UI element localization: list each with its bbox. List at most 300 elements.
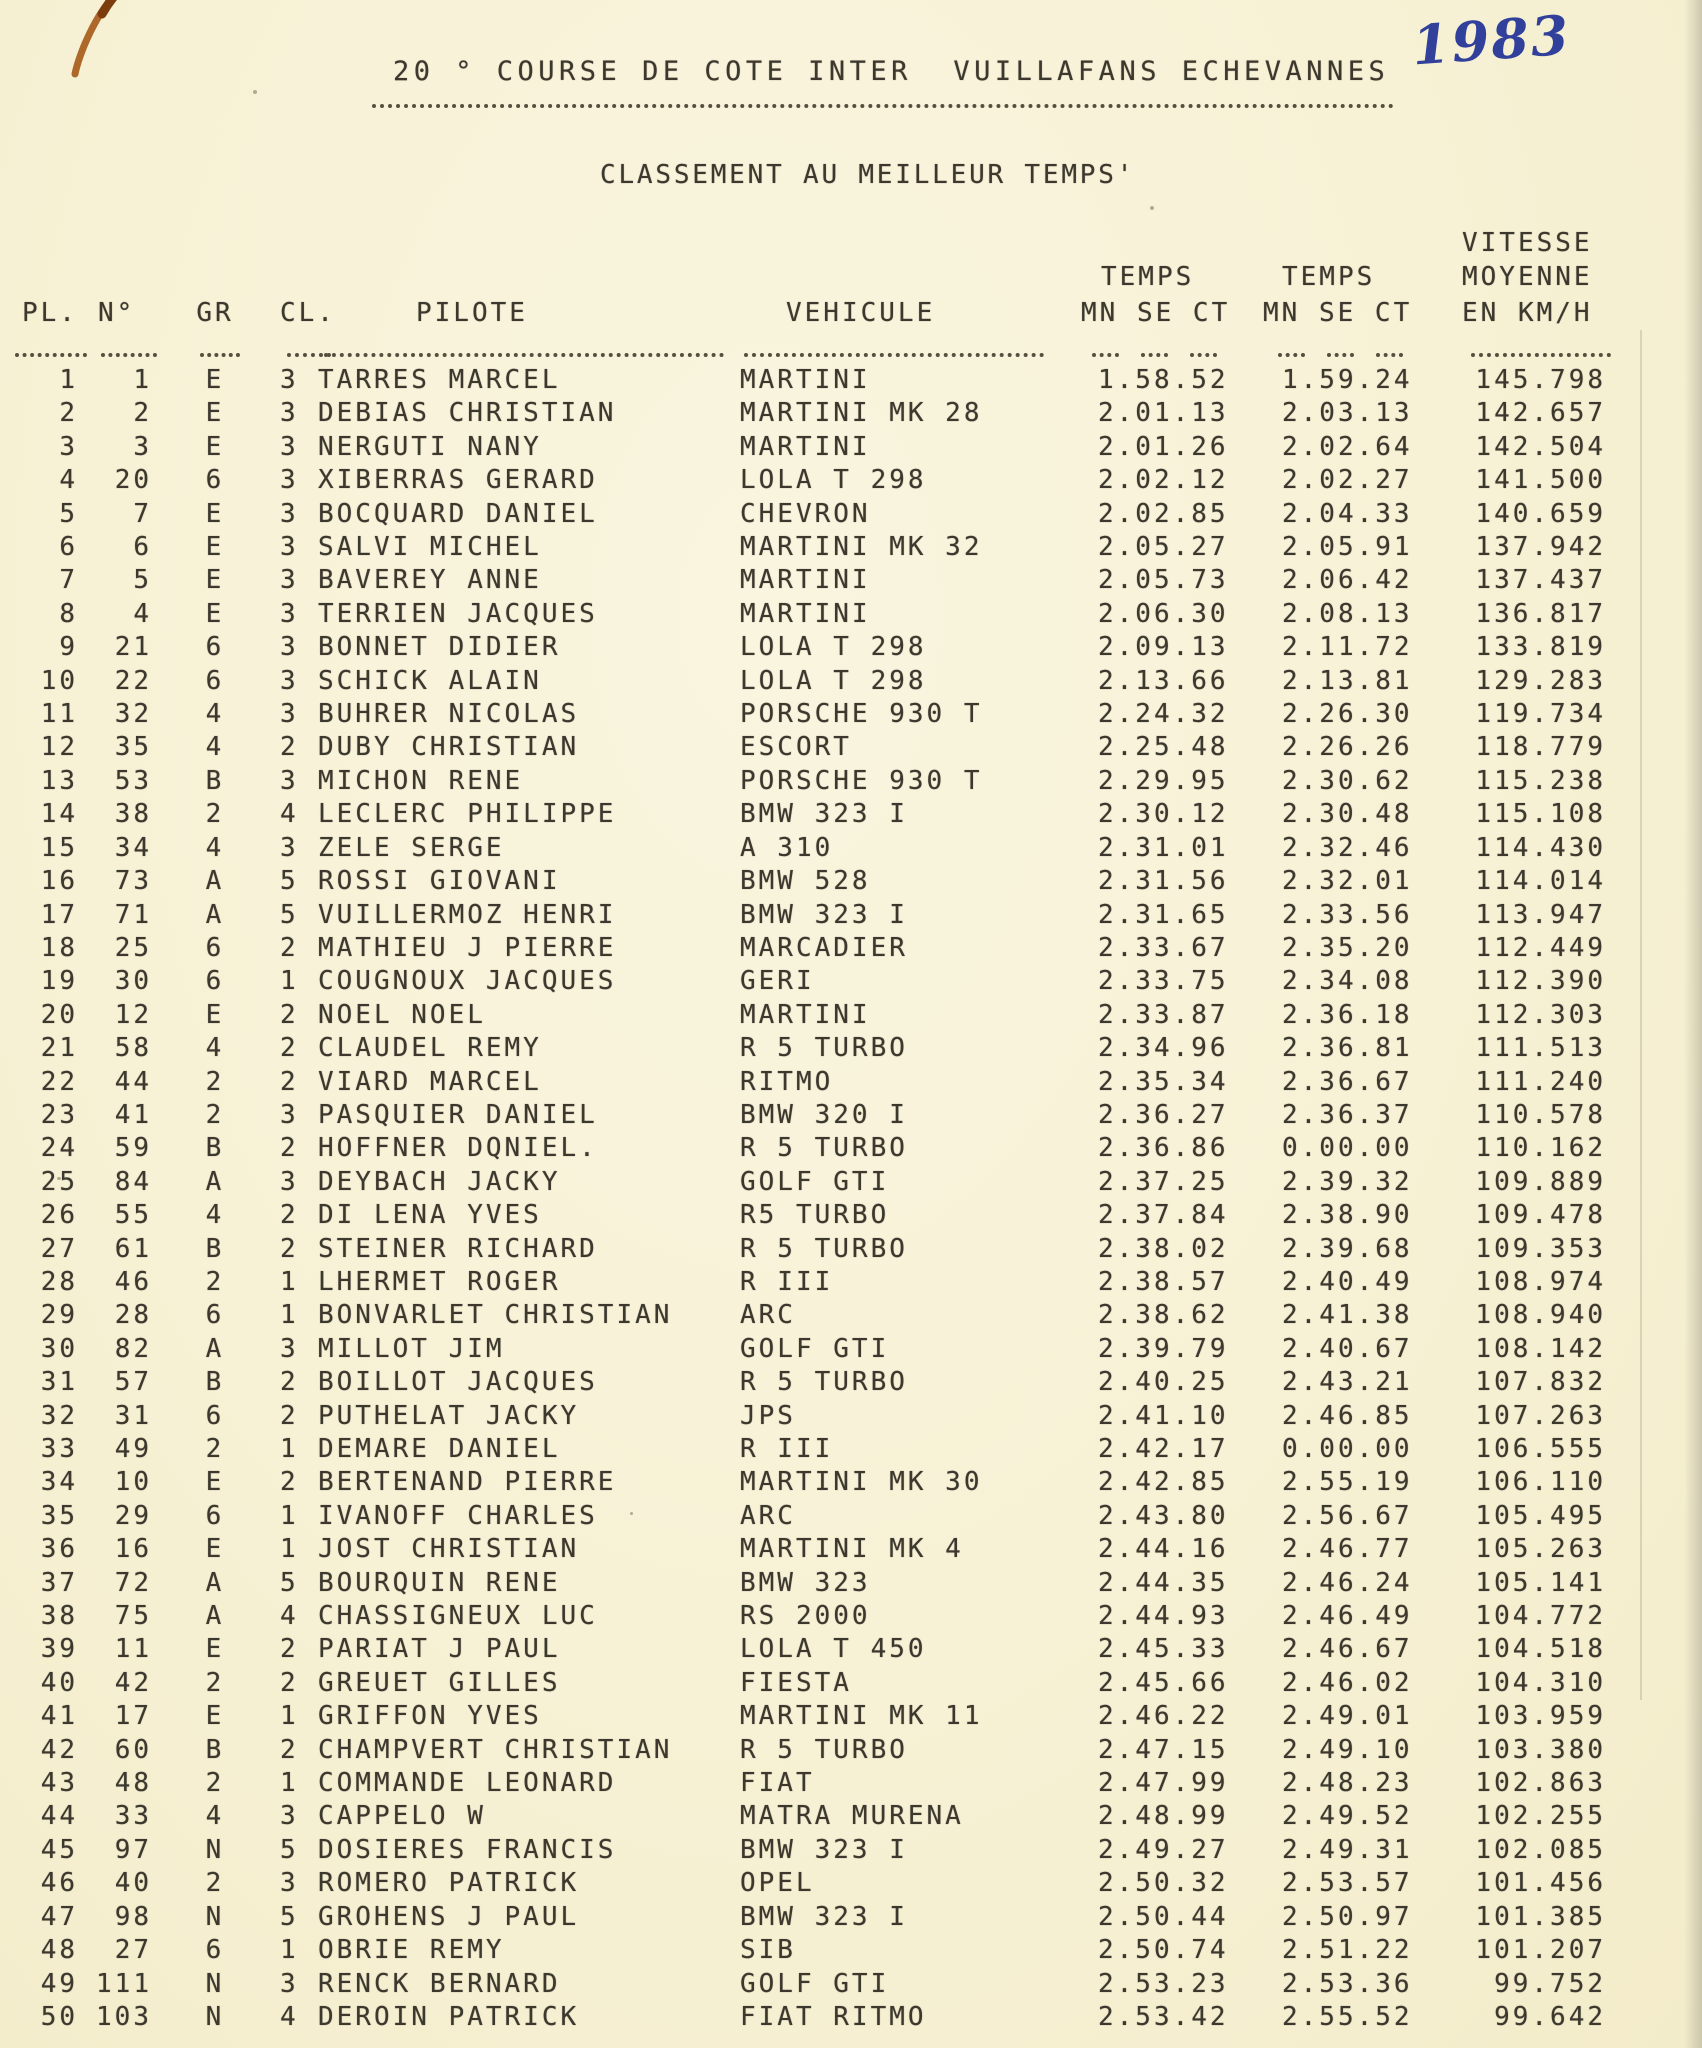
- table-row: [14, 1567, 1620, 1600]
- cell-no: 22: [114, 665, 152, 696]
- cell-no: 97: [114, 1834, 152, 1865]
- cell-pl: 21: [40, 1033, 78, 1064]
- cell-no: 4: [133, 598, 152, 629]
- cell-vitesse: 111.240: [1475, 1066, 1606, 1097]
- cell-no: 31: [114, 1400, 152, 1431]
- cell-pilote: MILLOT JIM: [318, 1333, 505, 1364]
- cell-gr: 6: [205, 1500, 225, 1531]
- cell-pilote: COMMANDE LEONARD: [318, 1768, 617, 1799]
- cell-pilote: CHAMPVERT CHRISTIAN: [318, 1734, 673, 1765]
- cell-pilote: NOEL NOEL: [318, 999, 486, 1030]
- cell-pilote: OBRIE REMY: [318, 1935, 505, 1966]
- cell-cl: 5: [280, 1834, 299, 1865]
- cell-no: 21: [114, 632, 152, 663]
- cell-pilote: BONNET DIDIER: [318, 632, 561, 663]
- paper-speck: [253, 90, 257, 94]
- cell-pl: 9: [59, 632, 78, 663]
- cell-vehicule: RS 2000: [740, 1601, 871, 1632]
- cell-vitesse: 104.772: [1475, 1601, 1606, 1632]
- cell-cl: 1: [280, 1266, 299, 1297]
- table-row: [14, 1867, 1620, 1900]
- cell-temps1: 2.33.75: [1098, 966, 1229, 997]
- cell-no: 44: [114, 1066, 152, 1097]
- cell-no: 12: [114, 999, 152, 1030]
- table-row: [14, 464, 1620, 497]
- cell-pilote: ROSSI GIOVANI: [318, 866, 561, 897]
- cell-cl: 2: [280, 932, 299, 963]
- cell-vehicule: CHEVRON: [740, 498, 871, 529]
- cell-temps1: 2.45.66: [1098, 1667, 1229, 1698]
- cell-cl: 3: [280, 465, 299, 496]
- cell-temps1: 2.05.73: [1098, 565, 1229, 596]
- table-row: [14, 1600, 1620, 1633]
- cell-vehicule: BMW 323 I: [740, 1834, 908, 1865]
- cell-gr: 2: [205, 1434, 225, 1464]
- header-pl: PL.: [22, 298, 78, 328]
- table-row: [14, 932, 1620, 965]
- cell-cl: 2: [280, 1400, 299, 1431]
- cell-vehicule: MATRA MURENA: [740, 1801, 964, 1832]
- cell-pl: 35: [40, 1500, 78, 1531]
- cell-no: 73: [114, 866, 152, 897]
- cell-temps1: 2.24.32: [1098, 699, 1229, 730]
- cell-pilote: BOCQUARD DANIEL: [318, 498, 598, 529]
- header-vitesse-line2: MOYENNE: [1462, 262, 1593, 292]
- header-vehicule: VEHICULE: [786, 298, 936, 328]
- cell-temps1: 2.33.67: [1098, 932, 1229, 963]
- cell-vitesse: 105.141: [1475, 1567, 1606, 1598]
- cell-pilote: DUBY CHRISTIAN: [318, 732, 580, 763]
- cell-temps1: 2.33.87: [1098, 999, 1229, 1030]
- table-row: [14, 1333, 1620, 1366]
- cell-vitesse: 99.752: [1494, 1968, 1606, 1999]
- cell-pilote: MATHIEU J PIERRE: [318, 932, 617, 963]
- cell-pilote: SCHICK ALAIN: [318, 665, 542, 696]
- page-title: 20 ° COURSE DE COTE INTER VUILLAFANS ECHEVANNES: [393, 56, 1390, 87]
- table-row: [14, 731, 1620, 764]
- cell-vitesse: 141.500: [1475, 465, 1606, 496]
- cell-gr: E: [205, 565, 225, 596]
- cell-pl: 49: [40, 1968, 78, 1999]
- cell-cl: 3: [280, 1801, 299, 1832]
- cell-no: 28: [114, 1300, 152, 1331]
- cell-pl: 39: [40, 1634, 78, 1665]
- cell-temps2: 2.04.33: [1282, 498, 1413, 529]
- cell-vitesse: 105.263: [1475, 1534, 1606, 1565]
- cell-no: 17: [114, 1701, 152, 1732]
- table-row: [14, 1166, 1620, 1199]
- cell-cl: 1: [280, 1935, 299, 1966]
- table-header: [14, 224, 1620, 364]
- cell-cl: 3: [280, 1968, 299, 1999]
- cell-temps1: 2.49.27: [1098, 1834, 1229, 1865]
- cell-temps1: 2.38.02: [1098, 1233, 1229, 1264]
- table-row: [14, 1700, 1620, 1733]
- cell-no: 6: [133, 532, 152, 563]
- cell-cl: 2: [280, 1467, 299, 1498]
- cell-pilote: MICHON RENE: [318, 765, 524, 796]
- table-row: [14, 1767, 1620, 1800]
- cell-vehicule: OPEL: [740, 1868, 815, 1899]
- cell-temps1: 2.29.95: [1098, 765, 1229, 796]
- cell-cl: 3: [280, 1333, 299, 1364]
- cell-temps1: 2.05.27: [1098, 532, 1229, 563]
- cell-temps2: 2.49.01: [1282, 1701, 1413, 1732]
- cell-gr: B: [205, 1367, 225, 1398]
- cell-temps2: 2.56.67: [1282, 1500, 1413, 1531]
- cell-no: 98: [114, 1901, 152, 1932]
- cell-no: 1: [133, 365, 152, 395]
- cell-vitesse: 102.255: [1475, 1801, 1606, 1832]
- cell-temps1: 2.25.48: [1098, 732, 1229, 763]
- cell-cl: 3: [280, 665, 299, 696]
- table-row: [14, 1834, 1620, 1867]
- cell-temps1: 2.38.62: [1098, 1300, 1229, 1331]
- cell-pilote: STEINER RICHARD: [318, 1233, 598, 1264]
- cell-gr: E: [205, 1467, 225, 1498]
- table-row: [14, 431, 1620, 464]
- cell-vehicule: BMW 320 I: [740, 1099, 908, 1130]
- cell-vitesse: 142.657: [1475, 398, 1606, 429]
- cell-vitesse: 112.449: [1475, 932, 1606, 963]
- cell-cl: 5: [280, 899, 299, 930]
- cell-no: 2: [133, 398, 152, 429]
- cell-gr: E: [205, 1534, 225, 1565]
- cell-pl: 2: [59, 398, 78, 429]
- cell-vehicule: MARTINI MK 32: [740, 532, 983, 563]
- cell-cl: 2: [280, 1233, 299, 1264]
- cell-vitesse: 114.014: [1475, 866, 1606, 897]
- cell-vitesse: 102.085: [1475, 1834, 1606, 1865]
- header-temps2-sub: MN SE CT: [1263, 298, 1413, 328]
- cell-cl: 3: [280, 431, 299, 462]
- cell-pilote: DOSIERES FRANCIS: [318, 1834, 617, 1865]
- cell-pilote: HOFFNER DQNIEL.: [318, 1133, 598, 1164]
- cell-vehicule: R 5 TURBO: [740, 1233, 908, 1264]
- cell-temps1: 2.44.93: [1098, 1601, 1229, 1632]
- cell-vitesse: 103.959: [1475, 1701, 1606, 1732]
- cell-gr: A: [205, 1601, 225, 1632]
- cell-vehicule: R 5 TURBO: [740, 1033, 908, 1064]
- cell-pl: 4: [59, 465, 78, 496]
- cell-vitesse: 112.303: [1475, 999, 1606, 1030]
- cell-gr: A: [205, 1166, 225, 1197]
- cell-vehicule: GERI: [740, 966, 815, 997]
- cell-temps1: 2.30.12: [1098, 799, 1229, 830]
- cell-vitesse: 105.495: [1475, 1500, 1606, 1531]
- cell-gr: E: [205, 365, 225, 395]
- cell-temps1: 2.02.12: [1098, 465, 1229, 496]
- cell-vitesse: 99.642: [1494, 2001, 1606, 2032]
- cell-no: 53: [114, 765, 152, 796]
- cell-gr: 2: [205, 1868, 225, 1899]
- cell-temps2: 2.32.46: [1282, 832, 1413, 863]
- header-temps2: TEMPS: [1282, 262, 1376, 292]
- cell-temps2: 2.50.97: [1282, 1901, 1413, 1932]
- cell-vitesse: 114.430: [1475, 832, 1606, 863]
- cell-gr: N: [205, 1901, 225, 1932]
- cell-gr: E: [205, 1701, 225, 1732]
- cell-temps2: 2.53.36: [1282, 1968, 1413, 1999]
- cell-gr: N: [205, 1834, 225, 1865]
- table-row: [14, 631, 1620, 664]
- cell-pl: 15: [40, 832, 78, 863]
- table-row: [14, 364, 1620, 397]
- header-underline-row: [14, 328, 1620, 364]
- cell-no: 10: [114, 1467, 152, 1498]
- cell-pilote: XIBERRAS GERARD: [318, 465, 598, 496]
- cell-vehicule: MARTINI: [740, 999, 871, 1030]
- cell-pl: 29: [40, 1300, 78, 1331]
- cell-no: 16: [114, 1534, 152, 1565]
- cell-temps2: 2.46.67: [1282, 1634, 1413, 1665]
- cell-cl: 3: [280, 398, 299, 429]
- cell-no: 71: [114, 899, 152, 930]
- cell-vitesse: 101.385: [1475, 1901, 1606, 1932]
- cell-vehicule: R 5 TURBO: [740, 1133, 908, 1164]
- cell-vitesse: 103.380: [1475, 1734, 1606, 1765]
- cell-pl: 38: [40, 1601, 78, 1632]
- cell-gr: N: [205, 2001, 225, 2032]
- cell-pl: 46: [40, 1868, 78, 1899]
- table-row: [14, 1734, 1620, 1767]
- cell-pl: 27: [40, 1233, 78, 1264]
- cell-pilote: DEMARE DANIEL: [318, 1434, 561, 1464]
- cell-temps1: 2.50.32: [1098, 1868, 1229, 1899]
- table-row: [14, 1433, 1620, 1466]
- cell-vitesse: 137.942: [1475, 532, 1606, 563]
- cell-vehicule: BMW 323 I: [740, 1901, 908, 1932]
- table-row: [14, 1299, 1620, 1332]
- cell-no: 5: [133, 565, 152, 596]
- table-row: [14, 397, 1620, 430]
- cell-temps1: 2.34.96: [1098, 1033, 1229, 1064]
- cell-no: 72: [114, 1567, 152, 1598]
- cell-vehicule: RITMO: [740, 1066, 834, 1097]
- cell-gr: 6: [205, 932, 225, 963]
- cell-vitesse: 107.832: [1475, 1367, 1606, 1398]
- cell-vitesse: 109.889: [1475, 1166, 1606, 1197]
- cell-temps2: 2.46.77: [1282, 1534, 1413, 1565]
- cell-vehicule: JPS: [740, 1400, 796, 1431]
- cell-temps1: 2.47.99: [1098, 1768, 1229, 1799]
- cell-pilote: GREUET GILLES: [318, 1667, 561, 1698]
- cell-temps1: 2.44.16: [1098, 1534, 1229, 1565]
- table-row: [14, 865, 1620, 898]
- cell-vehicule: LOLA T 298: [740, 665, 927, 696]
- cell-no: 29: [114, 1500, 152, 1531]
- title-underline: [372, 104, 1394, 108]
- cell-temps2: 2.32.01: [1282, 866, 1413, 897]
- cell-temps2: 2.36.81: [1282, 1033, 1413, 1064]
- cell-vitesse: 115.108: [1475, 799, 1606, 830]
- cell-pl: 28: [40, 1266, 78, 1297]
- header-temps1-sub: MN SE CT: [1081, 298, 1231, 328]
- cell-temps2: 2.55.52: [1282, 2001, 1413, 2032]
- cell-vehicule: GOLF GTI: [740, 1166, 890, 1197]
- cell-temps2: 2.08.13: [1282, 598, 1413, 629]
- table-row: [14, 1667, 1620, 1700]
- cell-vehicule: A 310: [740, 832, 834, 863]
- cell-temps1: 2.37.25: [1098, 1166, 1229, 1197]
- cell-no: 3: [133, 431, 152, 462]
- cell-no: 7: [133, 498, 152, 529]
- cell-temps2: 2.53.57: [1282, 1868, 1413, 1899]
- cell-temps1: 2.37.84: [1098, 1200, 1229, 1231]
- cell-temps1: 2.09.13: [1098, 632, 1229, 663]
- paper-crease: [1640, 330, 1642, 1700]
- cell-gr: 2: [205, 1099, 225, 1130]
- cell-vehicule: FIESTA: [740, 1667, 852, 1698]
- cell-temps1: 2.41.10: [1098, 1400, 1229, 1431]
- cell-temps1: 2.06.30: [1098, 598, 1229, 629]
- cell-cl: 2: [280, 999, 299, 1030]
- cell-gr: B: [205, 765, 225, 796]
- table-row: [14, 2001, 1620, 2034]
- cell-temps1: 2.50.74: [1098, 1935, 1229, 1966]
- cell-temps2: 2.55.19: [1282, 1467, 1413, 1498]
- cell-no: 38: [114, 799, 152, 830]
- cell-temps1: 2.31.01: [1098, 832, 1229, 863]
- cell-vitesse: 108.142: [1475, 1333, 1606, 1364]
- cell-no: 111: [96, 1968, 152, 1999]
- cell-cl: 3: [280, 765, 299, 796]
- cell-no: 11: [114, 1634, 152, 1665]
- cell-vehicule: SIB: [740, 1935, 796, 1966]
- cell-pilote: CAPPELO W: [318, 1801, 486, 1832]
- cell-pilote: BERTENAND PIERRE: [318, 1467, 617, 1498]
- cell-pilote: JOST CHRISTIAN: [318, 1534, 580, 1565]
- cell-temps1: 2.46.22: [1098, 1701, 1229, 1732]
- cell-vitesse: 136.817: [1475, 598, 1606, 629]
- cell-temps2: 2.30.48: [1282, 799, 1413, 830]
- cell-temps2: 2.26.30: [1282, 699, 1413, 730]
- cell-temps1: 1.58.52: [1098, 365, 1229, 395]
- cell-temps1: 2.31.56: [1098, 866, 1229, 897]
- cell-pilote: VUILLERMOZ HENRI: [318, 899, 617, 930]
- cell-gr: 4: [205, 1801, 225, 1832]
- cell-temps2: 2.26.26: [1282, 732, 1413, 763]
- cell-temps2: 2.46.49: [1282, 1601, 1413, 1632]
- cell-cl: 2: [280, 732, 299, 763]
- cell-cl: 5: [280, 866, 299, 897]
- cell-cl: 3: [280, 1099, 299, 1130]
- cell-gr: E: [205, 498, 225, 529]
- table-row: [14, 531, 1620, 564]
- cell-cl: 3: [280, 1868, 299, 1899]
- cell-gr: E: [205, 398, 225, 429]
- cell-gr: 6: [205, 1935, 225, 1966]
- cell-cl: 3: [280, 699, 299, 730]
- cell-pl: 50: [40, 2001, 78, 2032]
- cell-temps1: 2.50.44: [1098, 1901, 1229, 1932]
- table-row: [14, 1266, 1620, 1299]
- cell-cl: 2: [280, 1667, 299, 1698]
- cell-temps2: 2.39.68: [1282, 1233, 1413, 1264]
- cell-temps1: 2.01.13: [1098, 398, 1229, 429]
- cell-cl: 1: [280, 1534, 299, 1565]
- cell-pilote: NERGUTI NANY: [318, 431, 542, 462]
- cell-vitesse: 110.162: [1475, 1133, 1606, 1164]
- results-table: [14, 224, 1620, 2034]
- cell-no: 58: [114, 1033, 152, 1064]
- cell-temps2: 2.06.42: [1282, 565, 1413, 596]
- cell-no: 46: [114, 1266, 152, 1297]
- cell-vitesse: 137.437: [1475, 565, 1606, 596]
- cell-vitesse: 108.974: [1475, 1266, 1606, 1297]
- cell-pilote: BAVEREY ANNE: [318, 565, 542, 596]
- cell-pl: 3: [59, 431, 78, 462]
- cell-temps1: 2.31.65: [1098, 899, 1229, 930]
- cell-pilote: DEYBACH JACKY: [318, 1166, 561, 1197]
- cell-gr: B: [205, 1233, 225, 1264]
- cell-pilote: ROMERO PATRICK: [318, 1868, 580, 1899]
- cell-temps2: 2.13.81: [1282, 665, 1413, 696]
- cell-pl: 18: [40, 932, 78, 963]
- cell-temps1: 2.36.27: [1098, 1099, 1229, 1130]
- cell-pilote: CHASSIGNEUX LUC: [318, 1601, 598, 1632]
- cell-vitesse: 101.207: [1475, 1935, 1606, 1966]
- table-row: [14, 1968, 1620, 2001]
- cell-gr: 2: [205, 1667, 225, 1698]
- cell-pl: 13: [40, 765, 78, 796]
- cell-pilote: GRIFFON YVES: [318, 1701, 542, 1732]
- cell-cl: 4: [280, 799, 299, 830]
- table-row: [14, 498, 1620, 531]
- cell-temps1: 2.38.57: [1098, 1266, 1229, 1297]
- cell-vehicule: GOLF GTI: [740, 1333, 890, 1364]
- cell-vehicule: MARTINI: [740, 431, 871, 462]
- cell-pl: 32: [40, 1400, 78, 1431]
- cell-cl: 3: [280, 532, 299, 563]
- cell-pl: 1: [59, 365, 78, 395]
- cell-vehicule: BMW 323 I: [740, 899, 908, 930]
- cell-no: 82: [114, 1333, 152, 1364]
- table-row: [14, 965, 1620, 998]
- cell-pl: 37: [40, 1567, 78, 1598]
- cell-pl: 48: [40, 1935, 78, 1966]
- cell-pilote: PARIAT J PAUL: [318, 1634, 561, 1665]
- cell-pl: 47: [40, 1901, 78, 1932]
- cell-pl: 17: [40, 899, 78, 930]
- cell-pl: 44: [40, 1801, 78, 1832]
- table-row: [14, 899, 1620, 932]
- cell-cl: 3: [280, 498, 299, 529]
- cell-vitesse: 104.518: [1475, 1634, 1606, 1665]
- cell-pilote: VIARD MARCEL: [318, 1066, 542, 1097]
- cell-no: 35: [114, 732, 152, 763]
- cell-vehicule: BMW 323 I: [740, 799, 908, 830]
- results-body: [14, 364, 1620, 2034]
- cell-pilote: DEROIN PATRICK: [318, 2001, 580, 2032]
- cell-vitesse: 140.659: [1475, 498, 1606, 529]
- handwritten-year: 1983: [1409, 2, 1573, 78]
- header-vitesse-line3: EN KM/H: [1462, 298, 1593, 328]
- table-row: [14, 1533, 1620, 1566]
- table-row: [14, 1400, 1620, 1433]
- cell-gr: 4: [205, 832, 225, 863]
- cell-vitesse: 115.238: [1475, 765, 1606, 796]
- cell-cl: 1: [280, 1500, 299, 1531]
- cell-gr: 6: [205, 1300, 225, 1331]
- cell-pl: 36: [40, 1534, 78, 1565]
- cell-gr: N: [205, 1968, 225, 1999]
- cell-gr: E: [205, 532, 225, 563]
- cell-pl: 33: [40, 1434, 78, 1464]
- cell-temps2: 2.40.49: [1282, 1266, 1413, 1297]
- cell-pl: 6: [59, 532, 78, 563]
- cell-temps2: 2.36.67: [1282, 1066, 1413, 1097]
